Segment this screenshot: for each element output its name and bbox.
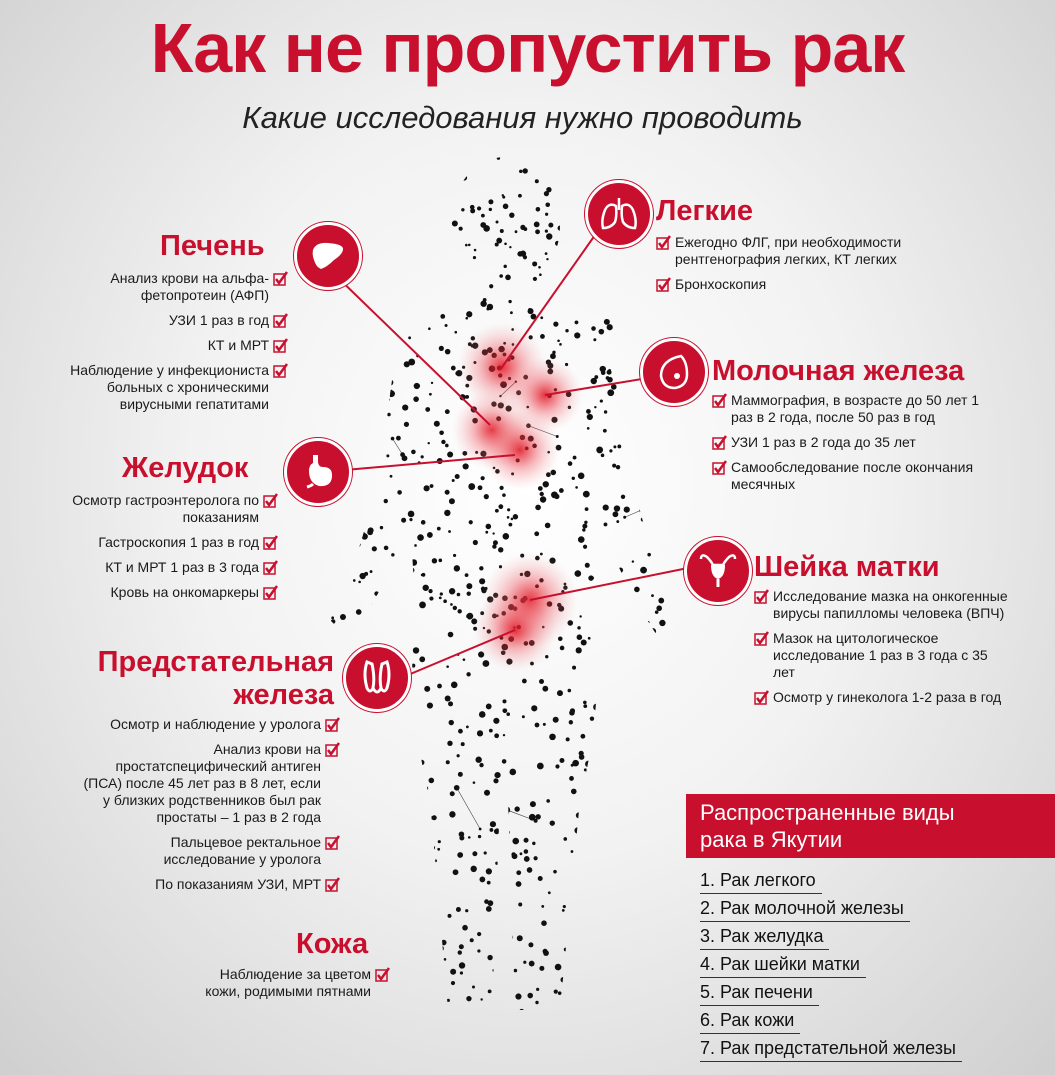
check-icon (263, 585, 278, 600)
list-item: Кровь на онкомаркеры (20, 584, 278, 601)
check-icon (754, 690, 769, 705)
lungs-title: Легкие (656, 195, 754, 227)
check-icon (375, 967, 390, 982)
list-item: КТ и МРТ (20, 337, 288, 354)
list-item: Ежегодно ФЛГ, при необходимости рентгенография легких, КТ легких (656, 234, 956, 268)
stomach-icon (284, 438, 352, 506)
list-item: Пальцевое ректальное исследование у уролога (20, 834, 340, 868)
list-item: УЗИ 1 раз в год (20, 312, 288, 329)
list-item: 5. Рак печени (700, 982, 819, 1006)
list-item: Самообследование после окончания месячных (712, 459, 1012, 493)
list-item: Наблюдение у инфекциониста больных с хроническими вирусными гепатитами (20, 362, 288, 413)
uterus-icon (684, 537, 752, 605)
list-item: 1. Рак легкого (700, 870, 822, 894)
breast-list (712, 392, 1012, 501)
list-item: 4. Рак шейки матки (700, 954, 866, 978)
check-icon (712, 435, 727, 450)
stomach-list (20, 492, 278, 609)
list-item: 2. Рак молочной железы (700, 898, 910, 922)
list-item: Анализ крови на альфа-фетопротеин (АФП) (20, 270, 288, 304)
page-title: Как не пропустить рак (150, 9, 905, 87)
check-icon (656, 277, 671, 292)
prostate-icon (343, 644, 411, 712)
check-icon (273, 313, 288, 328)
breast-title: Молочная железа (712, 355, 965, 387)
prostate-list (20, 716, 340, 901)
skin-list (150, 966, 390, 1008)
check-icon (325, 877, 340, 892)
check-icon (325, 835, 340, 850)
check-icon (754, 631, 769, 646)
lungs-icon (585, 180, 653, 248)
list-item: Наблюдение за цветом кожи, родимыми пятнами (150, 966, 390, 1000)
check-icon (325, 742, 340, 757)
liver-title: Печень (160, 230, 265, 262)
common-cancers-list (700, 870, 1000, 1066)
cervix-title: Шейка матки (754, 551, 940, 583)
stomach-title: Желудок (122, 452, 249, 484)
check-icon (656, 235, 671, 250)
page-subtitle: Какие исследования нужно проводить (242, 100, 803, 135)
list-item: Исследование мазка на онкогенные вирусы папилломы человека (ВПЧ) (754, 588, 1024, 622)
skin-title: Кожа (296, 928, 369, 960)
prostate-title: Предстательная железа (97, 646, 334, 711)
list-item: Маммография, в возрасте до 50 лет 1 раз в 2 года, после 50 раз в год (712, 392, 1012, 426)
check-icon (263, 560, 278, 575)
glow-stomach (480, 410, 560, 490)
check-icon (325, 717, 340, 732)
list-item: Осмотр и наблюдение у уролога (20, 716, 340, 733)
list-item: Гастроскопия 1 раз в год (20, 534, 278, 551)
check-icon (712, 460, 727, 475)
check-icon (273, 271, 288, 286)
check-icon (273, 363, 288, 378)
list-item: По показаниям УЗИ, МРТ (20, 876, 340, 893)
list-item: 6. Рак кожи (700, 1010, 800, 1034)
list-item: Бронхоскопия (656, 276, 956, 293)
check-icon (754, 589, 769, 604)
list-item: Осмотр гастроэнтеролога по показаниям (20, 492, 278, 526)
cervix-list (754, 588, 1024, 714)
check-icon (263, 535, 278, 550)
list-item: УЗИ 1 раз в 2 года до 35 лет (712, 434, 1012, 451)
list-item: Мазок на цитологическое исследование 1 раз в 3 года с 35 лет (754, 630, 1024, 681)
check-icon (263, 493, 278, 508)
list-item: Анализ крови на простатспецифический антиген (ПСА) после 45 лет раз в 8 лет, если у близких родственников был рак простаты – 1 раз в 2 года (20, 741, 340, 826)
common-cancers-header: Распространенные виды рака в Якутии (686, 794, 1055, 858)
breast-icon (640, 338, 708, 406)
lungs-list (656, 234, 956, 301)
list-item: КТ и МРТ 1 раз в 3 года (20, 559, 278, 576)
check-icon (712, 393, 727, 408)
liver-list (20, 270, 288, 421)
list-item: 3. Рак желудка (700, 926, 829, 950)
check-icon (273, 338, 288, 353)
liver-icon (294, 222, 362, 290)
list-item: 7. Рак предстательной железы (700, 1038, 962, 1062)
list-item: Осмотр у гинеколога 1-2 раза в год (754, 689, 1024, 706)
